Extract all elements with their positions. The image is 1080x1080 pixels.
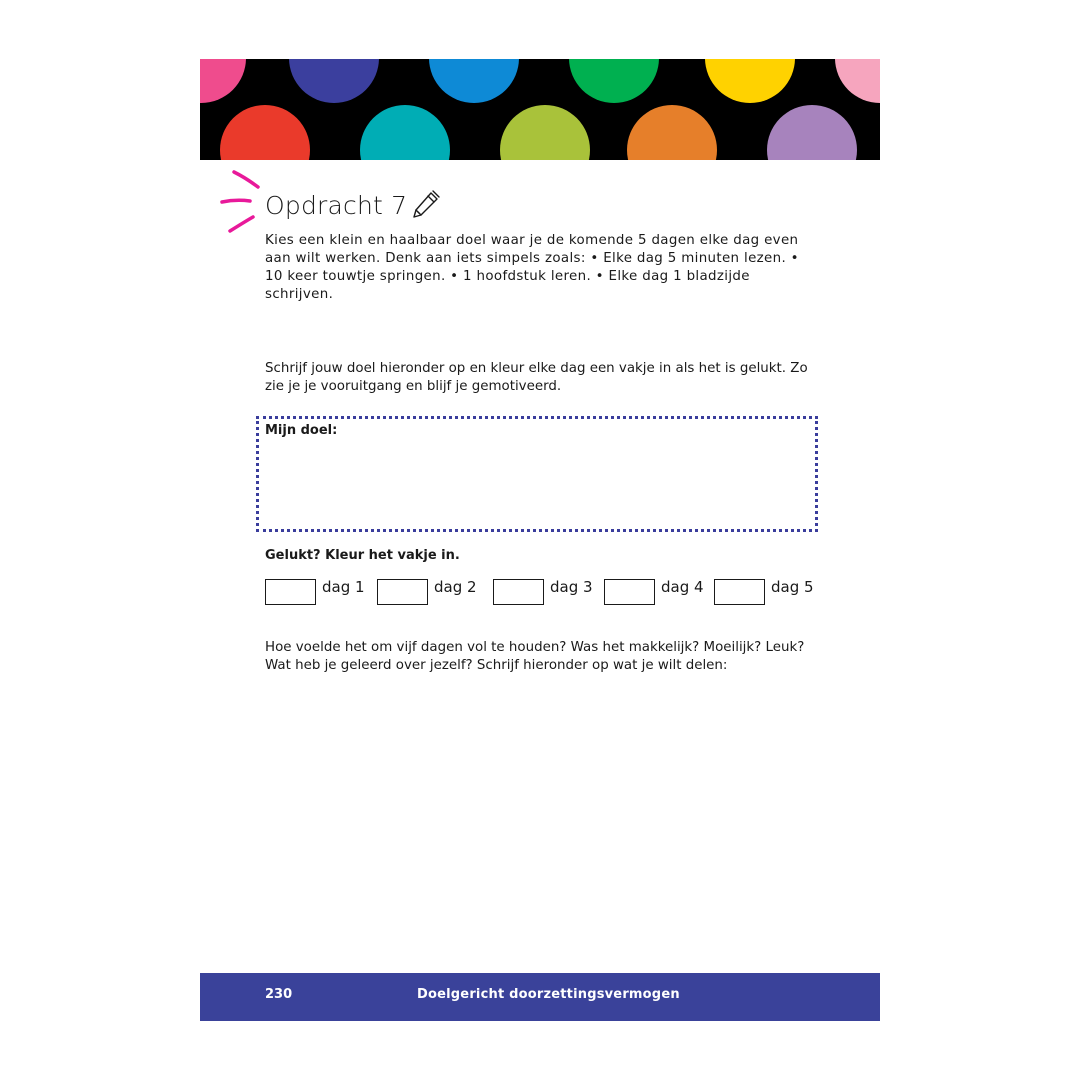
day-label: dag 5: [771, 578, 814, 596]
banner-dot: [569, 59, 659, 103]
day-item: [493, 577, 593, 605]
goal-writing-box[interactable]: [256, 416, 818, 532]
banner-dot: [627, 105, 717, 160]
day-checkbox[interactable]: [493, 579, 544, 605]
banner-dot: [500, 105, 590, 160]
banner-dot: [289, 59, 379, 103]
workbook-page: [200, 59, 880, 1021]
day-checkbox[interactable]: [265, 579, 316, 605]
banner-dot: [767, 105, 857, 160]
day-checkbox[interactable]: [377, 579, 428, 605]
banner-dot: [200, 59, 246, 103]
day-item: [604, 577, 704, 605]
page-footer: [200, 973, 880, 1021]
banner-dot: [705, 59, 795, 103]
banner-dot: [220, 105, 310, 160]
day-label: dag 3: [550, 578, 593, 596]
banner-dot: [835, 59, 880, 103]
day-checkbox[interactable]: [714, 579, 765, 605]
page-title: Opdracht 7: [265, 190, 408, 220]
reflection-text: Hoe voelde het om vijf dagen vol te houden? Was het makkelijk? Moeilijk? Leuk? Wat heb je geleerd over jezelf? Schrijf hieronder op wat je wilt delen:: [265, 640, 805, 673]
pen-icon: [409, 189, 441, 221]
day-label: dag 4: [661, 578, 704, 596]
day-item: [265, 577, 365, 605]
day-label: dag 1: [322, 578, 365, 596]
page-number: 230: [265, 987, 293, 1002]
chapter-title: Doelgericht doorzettingsvermogen: [417, 987, 680, 1002]
intro-text: Kies een klein en haalbaar doel waar je de komende 5 dagen elke dag even aan wilt werken. Denk aan iets simpels zoals: • Elke dag 5 minuten lezen. • 10 keer touwtje springen. • 1 hoofdstuk leren. • Elke dag 1 bladzijde schrijven.: [265, 233, 799, 302]
day-item: [377, 577, 477, 605]
banner-dot: [360, 105, 450, 160]
day-checklist: [265, 577, 825, 607]
day-item: [714, 577, 814, 605]
banner-dot: [429, 59, 519, 103]
day-checkbox[interactable]: [604, 579, 655, 605]
checklist-heading: Gelukt? Kleur het vakje in.: [265, 548, 460, 563]
instruction-text: Schrijf jouw doel hieronder op en kleur elke dag een vakje in als het is gelukt. Zo zie je je vooruitgang en blijf je gemotiveerd.: [265, 361, 808, 394]
exercise-title: [265, 185, 441, 225]
day-label: dag 2: [434, 578, 477, 596]
polka-dot-banner: [200, 59, 880, 160]
goal-label: Mijn doel:: [265, 423, 338, 438]
sparkle-lines-icon: [218, 169, 264, 239]
